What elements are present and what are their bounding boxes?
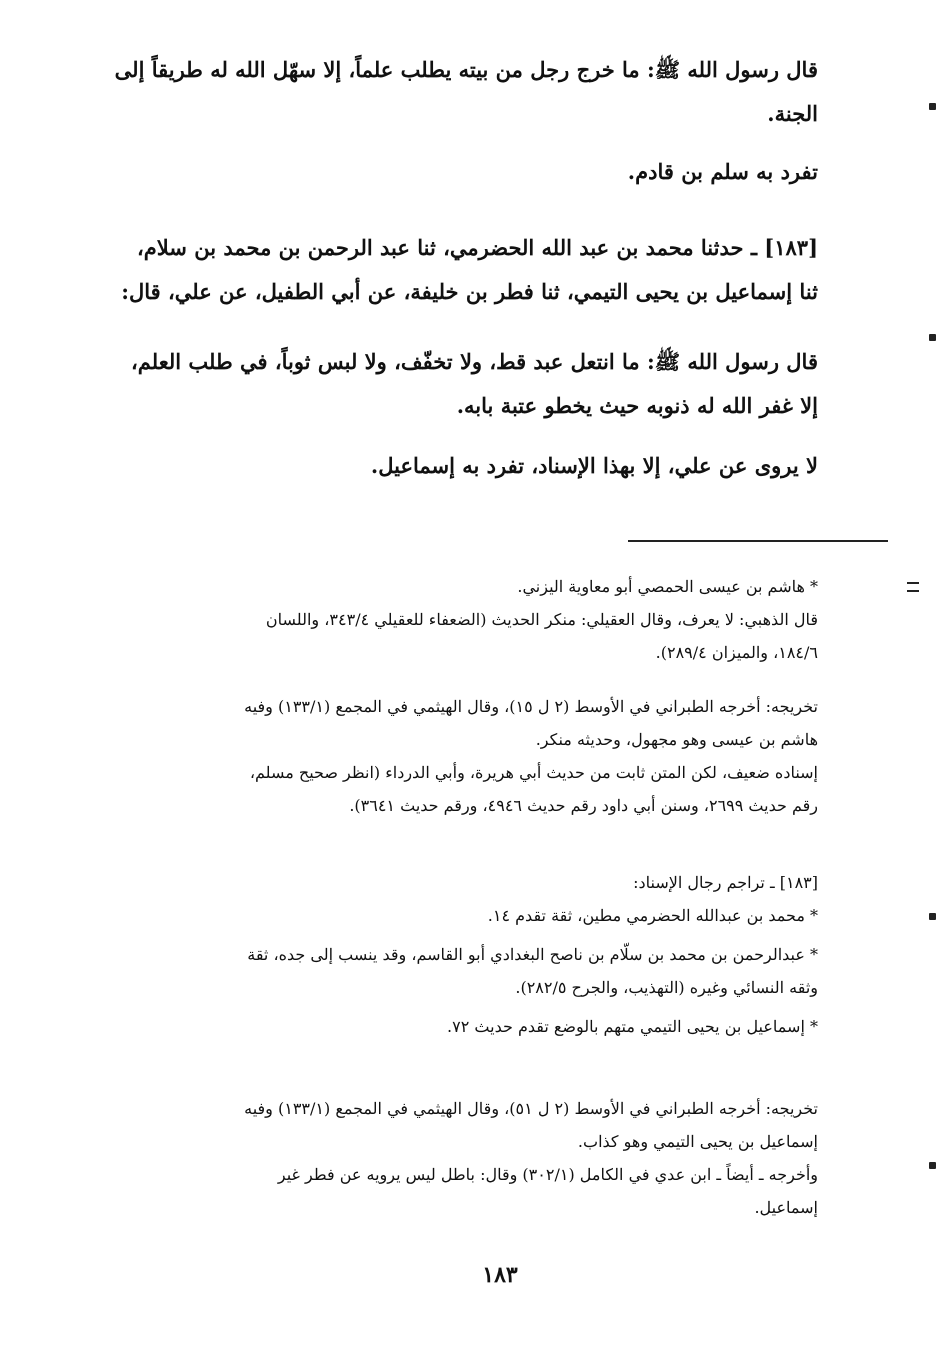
hadith-183-isnad	[78, 226, 818, 314]
text-line: تفرد به سلم بن قادم.	[627, 159, 818, 184]
page-number: ١٨٣	[482, 1262, 518, 1288]
text-line: ثنا إسماعيل بن يحيى التيمي، ثنا فطر بن خليفة، عن أبي الطفيل، عن علي، قال:	[121, 279, 818, 304]
hadith-183-remark	[78, 444, 818, 488]
margin-mark	[929, 1162, 936, 1169]
text-line: [١٨٣] ـ تراجم رجال الإسناد:	[633, 873, 818, 892]
footnote-takhrij-183	[78, 1092, 818, 1224]
footnote-separator	[628, 540, 888, 542]
text-line: إسماعيل بن يحيى التيمي وهو كذاب.	[577, 1132, 818, 1151]
margin-double-mark	[907, 582, 919, 592]
hadith-182-remark	[78, 150, 818, 194]
text-line: رقم حديث ٢٦٩٩، وسنن أبي داود رقم حديث ٤٩٤٦، ورقم حديث ٣٦٤١).	[349, 796, 818, 815]
text-line: هاشم بن عيسى وهو مجهول، وحديثه منكر.	[535, 730, 818, 749]
text-line: إسماعيل.	[754, 1198, 818, 1217]
margin-mark	[929, 103, 936, 110]
footnote-takhrij-182	[78, 690, 818, 822]
margin-mark	[929, 913, 936, 920]
text-line: * محمد بن عبدالله الحضرمي مطين، ثقة تقدم ١٤.	[487, 906, 818, 925]
text-line: إسناده ضعيف، لكن المتن ثابت من حديث أبي هريرة، وأبي الدرداء (انظر صحيح مسلم،	[249, 763, 818, 782]
text-line: قال رسول الله ﷺ: ما انتعل عبد قط، ولا تخفّف، ولا لبس ثوباً، في طلب العلم،	[130, 349, 818, 374]
text-line: تخريجه: أخرجه الطبراني في الأوسط (٢ ل ١٥)، وقال الهيثمي في المجمع (١٣٣/١) وفيه	[244, 697, 818, 716]
hadith-183-matn	[78, 340, 818, 428]
text-line: ١٨٤/٦، والميزان ٢٨٩/٤).	[655, 643, 818, 662]
footnote-narrator-hashim	[78, 570, 818, 669]
text-line: وأخرجه ـ أيضاً ـ ابن عدي في الكامل (٣٠٢/١) وقال: باطل ليس يرويه عن فطر غير	[277, 1165, 818, 1184]
isnad-text: حدثنا محمد بن عبد الله الحضرمي، ثنا عبد الرحمن بن محمد بن سلام،	[137, 235, 744, 260]
text-line: لا يروى عن علي، إلا بهذا الإسناد، تفرد به إسماعيل.	[370, 453, 818, 478]
text-line: قال رسول الله ﷺ: ما خرج رجل من بيته يطلب علماً، إلا سهّل الله له طريقاً إلى	[114, 57, 818, 82]
text-line: تخريجه: أخرجه الطبراني في الأوسط (٢ ل ٥١)، وقال الهيثمي في المجمع (١٣٣/١) وفيه	[244, 1099, 818, 1118]
text-line: * هاشم بن عيسى الحمصي أبو معاوية اليزني.	[517, 577, 818, 596]
text-line: * إسماعيل بن يحيى التيمي متهم بالوضع تقدم حديث ٧٢.	[447, 1017, 818, 1036]
margin-mark	[929, 334, 936, 341]
text-line: قال الذهبي: لا يعرف، وقال العقيلي: منكر الحديث (الضعفاء للعقيلي ٣٤٣/٤، واللسان	[265, 610, 818, 629]
footnote-narrators-183	[78, 866, 818, 1043]
hadith-182-matn	[78, 48, 818, 136]
text-line: * عبدالرحمن بن محمد بن سلّام بن ناصح البغدادي أبو القاسم، وقد ينسب إلى جده، ثقة	[247, 945, 818, 964]
text-line: إلا غفر الله له ذنوبه حيث يخطو عتبة بابه.	[456, 393, 818, 418]
hadith-number: [١٨٣] ـ	[750, 235, 818, 260]
text-line: الجنة.	[767, 101, 818, 126]
text-line	[78, 226, 818, 270]
text-line: وثقه النسائي وغيره (التهذيب، والجرح ٢٨٢/٥).	[515, 978, 818, 997]
